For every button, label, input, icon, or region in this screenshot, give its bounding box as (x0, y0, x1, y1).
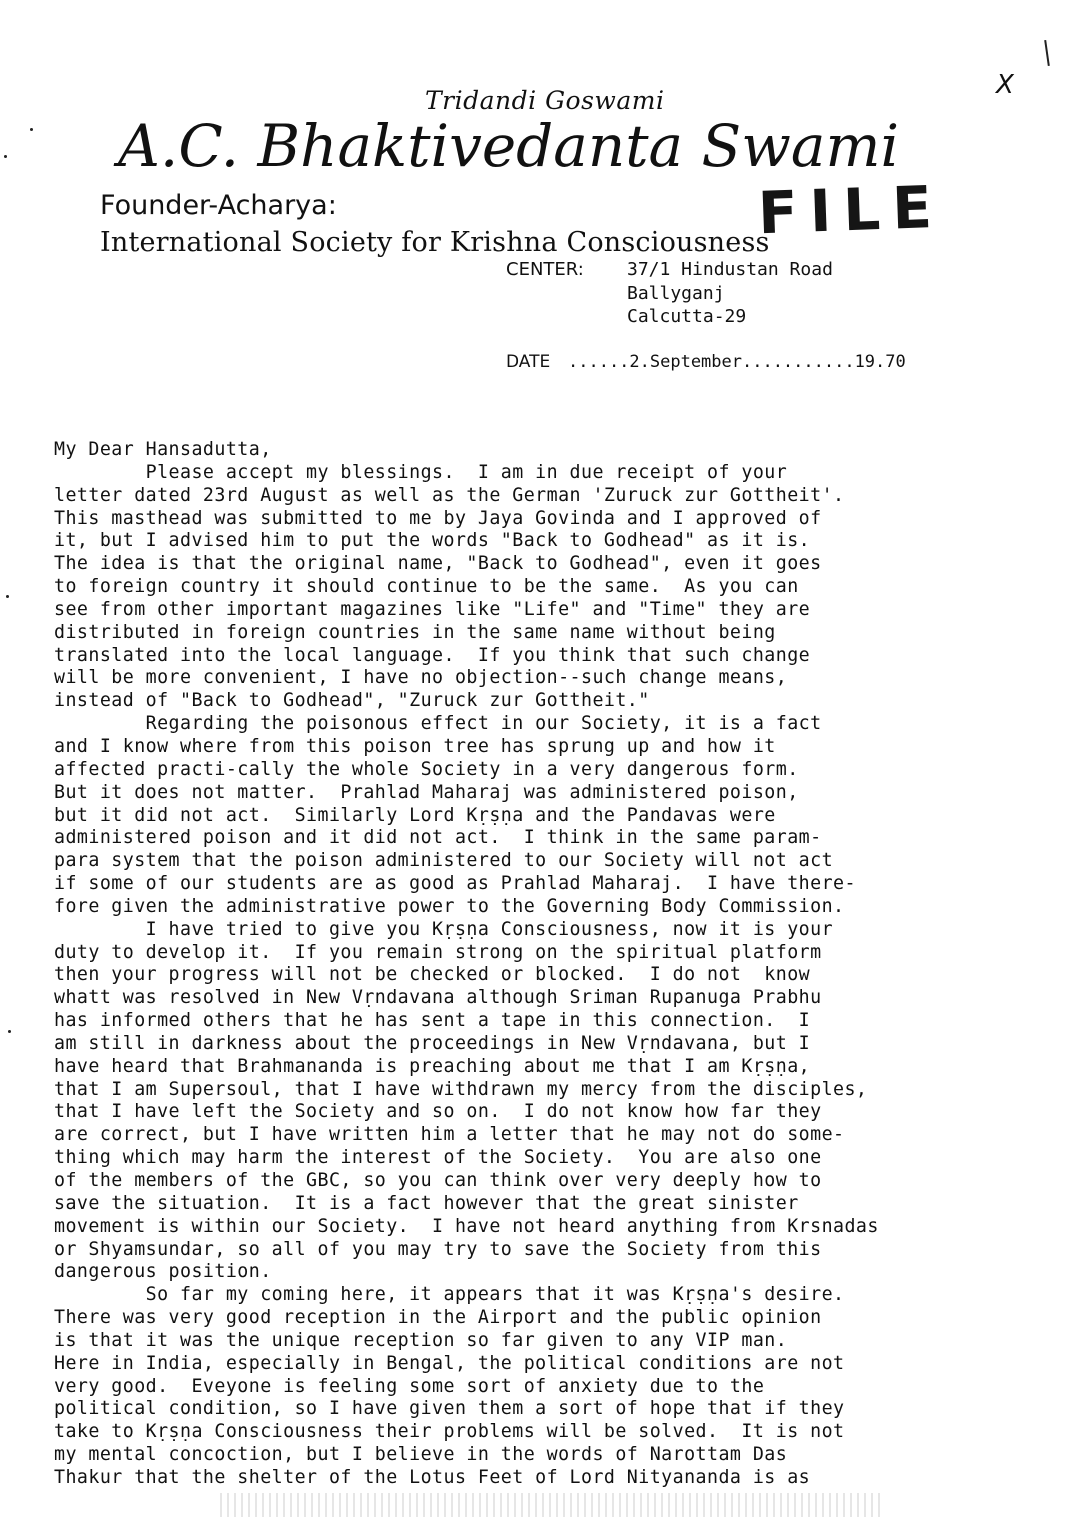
letter-line: to foreign country it should continue to be the same. As you can (54, 576, 799, 598)
letter-line: movement is within our Society. I have not heard anything from Krsnadas (54, 1215, 879, 1237)
letter-line: then your progress will not be checked or blocked. I do not know (54, 964, 811, 986)
scan-noise (220, 1493, 880, 1517)
scan-speck (8, 1030, 11, 1033)
letter-line: is that it was the unique reception so far given to any VIP man. (54, 1329, 788, 1351)
letter-line: has informed others that he has sent a tape in this connection. I (54, 1010, 811, 1032)
letter-line: Regarding the poisonous effect in our Society, it is a fact (54, 713, 822, 735)
letter-line: thing which may harm the interest of the Society. You are also one (54, 1147, 822, 1169)
letter-line: save the situation. It is a fact however that the great sinister (54, 1192, 799, 1214)
letter-line: that I am Supersoul, that I have withdrawn my mercy from the disciples, (54, 1078, 868, 1100)
letter-line: administered poison and it did not act. I think in the same param- (54, 827, 822, 849)
letter-line: distributed in foreign countries in the same name without being (54, 621, 776, 643)
letterhead-founder: Founder-Acharya: (100, 190, 337, 221)
letterhead-name: A.C. Bhaktivedanta Swami (118, 112, 900, 180)
scan-speck (6, 595, 9, 598)
letter-line: have heard that Brahmananda is preaching about me that I am Kṛṣṇa, (54, 1055, 811, 1077)
center-address-line: Ballyganj (627, 283, 725, 304)
center-address-line: Calcutta-29 (627, 306, 747, 327)
letter-line: affected practi-cally the whole Society in a very dangerous form. (54, 758, 799, 780)
letter-line: translated into the local language. If you think that such change (54, 644, 811, 666)
letter-line: This masthead was submitted to me by Jaya Govinda and I approved of (54, 507, 822, 529)
letter-line: but it did not act. Similarly Lord Kṛṣṇa and the Pandavas were (54, 804, 776, 826)
letter-line: There was very good reception in the Airport and the public opinion (54, 1307, 822, 1329)
letter-line: Please accept my blessings. I am in due receipt of your (54, 461, 788, 483)
file-stamp: FILE (756, 172, 945, 248)
letter-line: Thakur that the shelter of the Lotus Feet of Lord Nityananda is as (54, 1466, 811, 1488)
letter-line: are correct, but I have written him a letter that he may not do some- (54, 1124, 845, 1146)
letter-line: letter dated 23rd August as well as the German 'Zuruck zur Gottheit'. (54, 484, 845, 506)
margin-mark (1044, 40, 1050, 66)
letter-line: or Shyamsundar, so all of you may try to save the Society from this (54, 1238, 822, 1260)
date-value: ......2.September...........19.70 (568, 352, 906, 372)
letter-line: take to Kṛṣṇa Consciousness their problems will be solved. It is not (54, 1421, 845, 1443)
date-label: DATE (506, 352, 551, 372)
letter-line: that I have left the Society and so on. I do not know how far they (54, 1101, 822, 1123)
letter-line: My Dear Hansadutta, (54, 439, 272, 460)
letter-line: whatt was resolved in New Vṛndavana although Sriman Rupanuga Prabhu (54, 987, 822, 1009)
letter-line: political condition, so I have given them a sort of hope that if they (54, 1398, 845, 1420)
letter-line: it, but I advised him to put the words "Back to Godhead" as it is. (54, 530, 811, 552)
letter-line: duty to develop it. If you remain strong on the spiritual platform (54, 941, 822, 963)
letter-line: if some of our students are as good as Prahlad Maharaj. I have there- (54, 873, 856, 895)
letter-line: very good. Eveyone is feeling some sort of anxiety due to the (54, 1375, 765, 1397)
letter-line: instead of "Back to Godhead", "Zuruck zur Gottheit." (54, 690, 650, 712)
letter-line: fore given the administrative power to the Governing Body Commission. (54, 895, 845, 917)
letter-line: my mental concoction, but I believe in the words of Narottam Das (54, 1444, 788, 1466)
letter-line: of the members of the GBC, so you can think over very deeply how to (54, 1170, 822, 1191)
letterhead-title-small: Tridandi Goswami (425, 86, 665, 115)
scan-speck (4, 155, 7, 158)
letter-line: So far my coming here, it appears that it was Kṛṣṇa's desire. (54, 1284, 845, 1306)
letter-line: will be more convenient, I have no objection--such change means, (54, 667, 788, 689)
letter-line: dangerous position. (54, 1261, 272, 1283)
letter-body (54, 439, 1054, 1490)
letter-line: am still in darkness about the proceedings in New Vṛndavana, but I (54, 1032, 811, 1054)
center-label: CENTER: (506, 259, 584, 280)
letterhead-society: International Society for Krishna Consciousness (100, 227, 770, 258)
center-address-line: 37/1 Hindustan Road (627, 259, 833, 280)
letter-line: The idea is that the original name, "Back to Godhead", even it goes (54, 553, 822, 575)
letter-line: and I know where from this poison tree has sprung up and how it (54, 735, 776, 757)
letter-line: para system that the poison administered to our Society will not act (54, 850, 834, 872)
letter-line: see from other important magazines like "Life" and "Time" they are (54, 598, 811, 620)
corner-x-mark: X (996, 70, 1014, 100)
scan-speck (30, 128, 33, 131)
letter-line: I have tried to give you Kṛṣṇa Consciousness, now it is your (54, 918, 834, 940)
letter-line: But it does not matter. Prahlad Maharaj was administered poison, (54, 781, 799, 803)
letter-line: Here in India, especially in Bengal, the political conditions are not (54, 1352, 845, 1374)
